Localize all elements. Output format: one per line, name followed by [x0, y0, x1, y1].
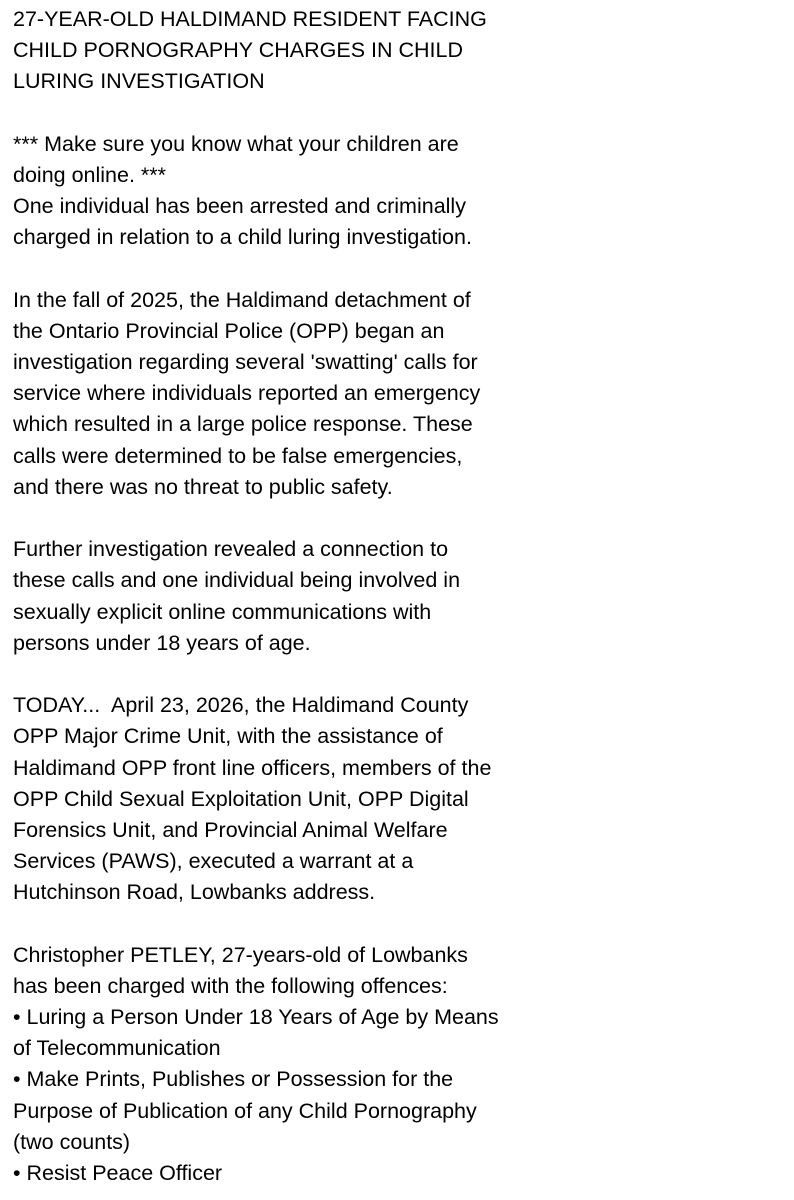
text-line: Christopher PETLEY, 27-years-old of Lowbanks: [13, 942, 468, 967]
text-line: One individual has been arrested and criminally: [13, 194, 466, 219]
text-line: charged in relation to a child luring investigation.: [13, 225, 472, 250]
text-line: doing online. ***: [13, 162, 167, 187]
text-line: the Ontario Provincial Police (OPP) began an: [13, 318, 445, 343]
paragraph-spacer: [13, 503, 783, 534]
press-release: [13, 4, 783, 1189]
text-line: sexually explicit online communications with: [13, 599, 432, 624]
text-line: which resulted in a large police response. These: [13, 412, 473, 437]
charge-item-continued: Purpose of Publication of any Child Pornography: [13, 1098, 477, 1123]
warrant-paragraph: [13, 690, 783, 908]
text-line: these calls and one individual being involved in: [13, 568, 461, 593]
paragraph-spacer: [13, 659, 783, 690]
charge-item: • Luring a Person Under 18 Years of Age by Means: [13, 1005, 499, 1029]
charge-item-continued: of Telecommunication: [13, 1036, 221, 1061]
text-line: service where individuals reported an emergency: [13, 381, 481, 406]
paragraph-spacer: [13, 254, 783, 285]
paragraph-spacer: [13, 98, 783, 129]
text-line: *** Make sure you know what your children are: [13, 131, 459, 156]
text-line: and there was no threat to public safety.: [13, 474, 393, 499]
text-line: OPP Major Crime Unit, with the assistance of: [13, 724, 443, 749]
text-line: In the fall of 2025, the Haldimand detachment of: [13, 287, 471, 312]
investigation-paragraph: [13, 285, 783, 503]
connection-paragraph: [13, 534, 783, 659]
text-line: OPP Child Sexual Exploitation Unit, OPP Digital: [13, 786, 469, 811]
charge-item: • Make Prints, Publishes or Possession for the: [13, 1067, 454, 1092]
text-line: TODAY... April 23, 2026, the Haldimand County: [13, 693, 469, 718]
text-line: Services (PAWS), executed a warrant at a: [13, 849, 414, 874]
charges-paragraph: [13, 940, 783, 1190]
charges-list: [13, 1002, 783, 1189]
intro-paragraph: [13, 129, 783, 254]
headline: [13, 4, 783, 98]
text-line: calls were determined to be false emergencies,: [13, 443, 463, 468]
text-line: Further investigation revealed a connection to: [13, 537, 449, 562]
text-line: Hutchinson Road, Lowbanks address.: [13, 880, 376, 905]
text-line: persons under 18 years of age.: [13, 630, 311, 655]
text-line: has been charged with the following offences:: [13, 973, 448, 998]
headline-line: LURING INVESTIGATION: [13, 69, 265, 94]
charge-item: • Resist Peace Officer: [13, 1160, 223, 1185]
headline-line: CHILD PORNOGRAPHY CHARGES IN CHILD: [13, 38, 463, 63]
text-line: Forensics Unit, and Provincial Animal Welfare: [13, 817, 448, 842]
headline-line: 27-YEAR-OLD HALDIMAND RESIDENT FACING: [13, 7, 487, 31]
charge-item-continued: (two counts): [13, 1129, 131, 1154]
text-line: Haldimand OPP front line officers, members of the: [13, 755, 492, 780]
text-line: investigation regarding several 'swatting' calls for: [13, 350, 478, 375]
paragraph-spacer: [13, 908, 783, 939]
